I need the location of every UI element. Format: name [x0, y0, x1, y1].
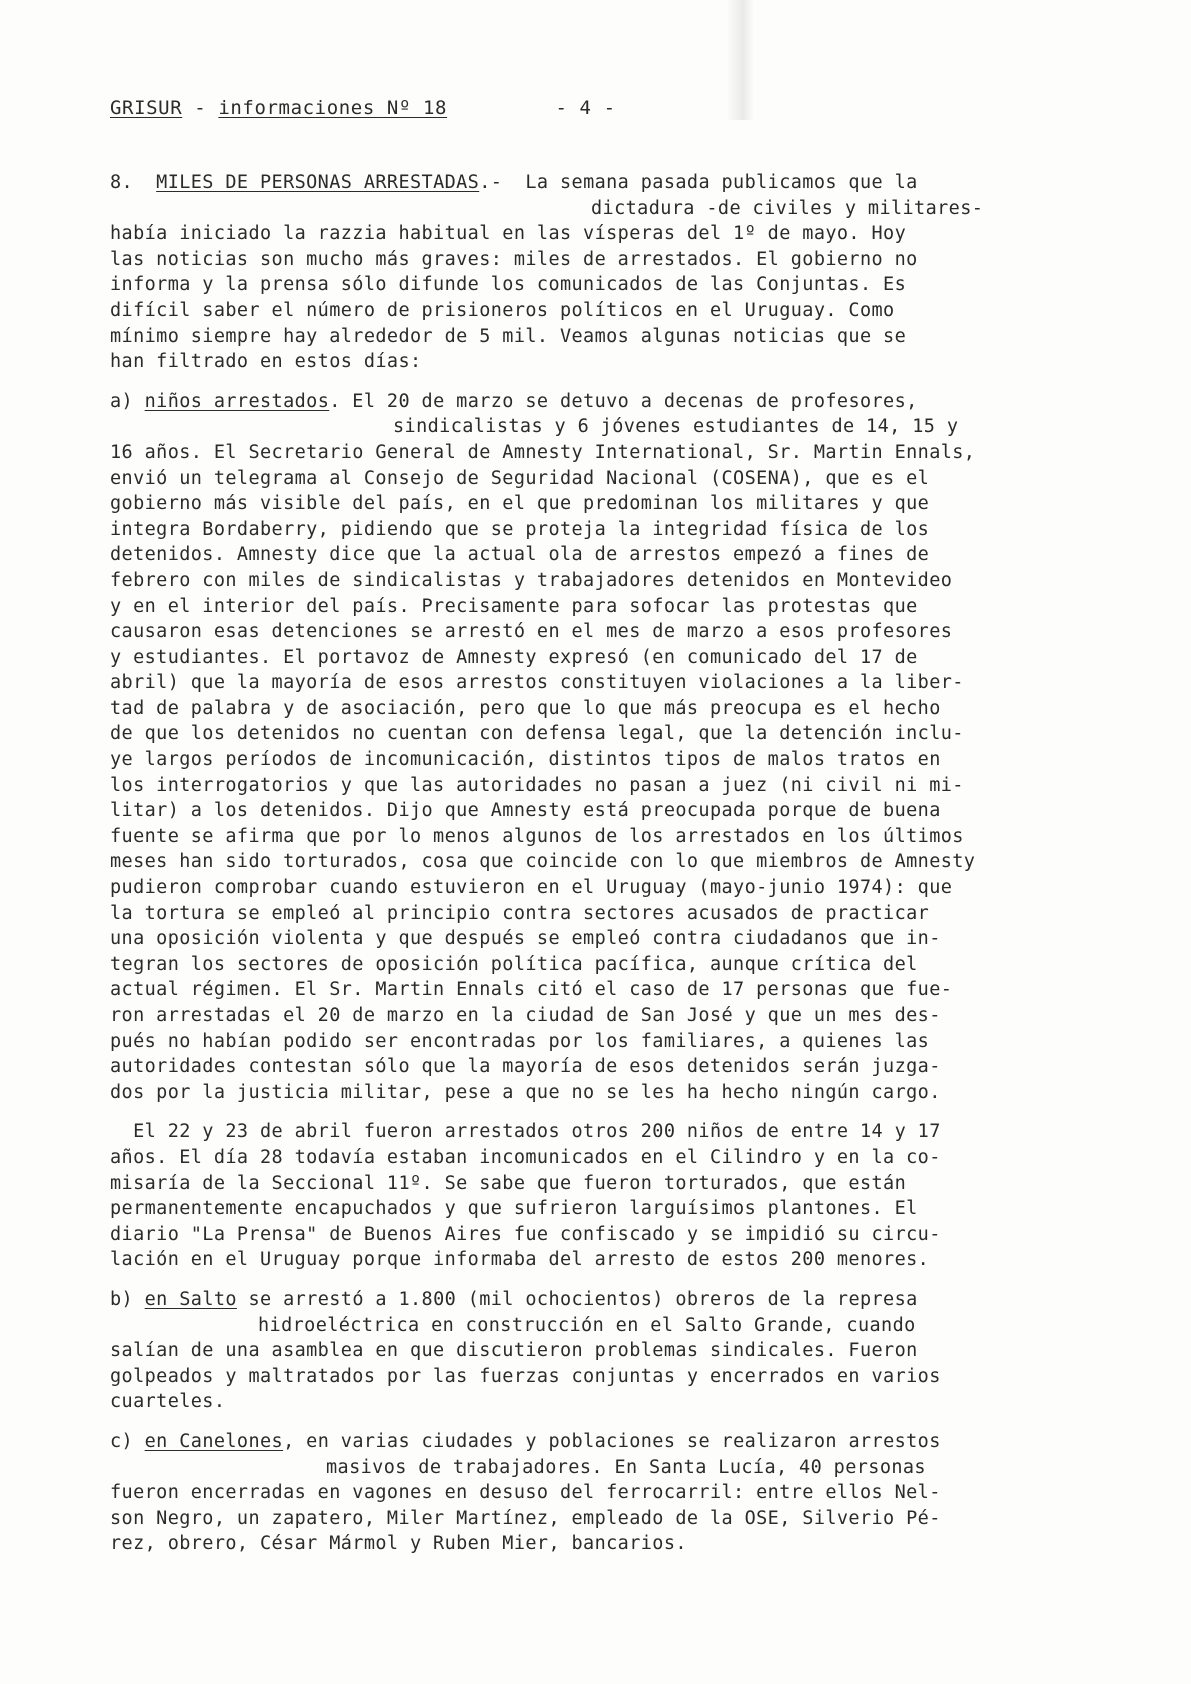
paragraph-line: integra Bordaberry, pidiendo que se proteja la integridad física de los [110, 518, 930, 540]
item-c-first: , en varias ciudades y poblaciones se realizaron arrestos [283, 1430, 941, 1452]
item-b [110, 1287, 1140, 1415]
page-header [110, 97, 616, 119]
paragraph-line: permanentemente encapuchados y que sufrieron larguísimos plantones. El [110, 1198, 918, 1220]
page-number: - 4 - [555, 97, 616, 119]
paragraph-line: rez, obrero, César Mármol y Ruben Mier, bancarios. [110, 1533, 687, 1555]
paragraph-line: ye largos períodos de incomunicación, distintos tipos de malos tratos en [110, 749, 941, 771]
section-number: 8. [110, 172, 134, 193]
section-intro-first: La semana pasada publicamos que la [525, 172, 918, 193]
paragraph-line: ron arrestadas el 20 de marzo en la ciudad de San José y que un mes des- [110, 1005, 941, 1026]
item-b-second: hidroeléctrica en construcción en el Salto Grande, cuando [258, 1314, 916, 1336]
section-8 [110, 170, 1140, 375]
paragraph-line: tegran los sectores de oposición política pacífica, aunque crítica del [110, 953, 918, 975]
issue-label: informaciones Nº 18 [218, 97, 448, 119]
publication-name: GRISUR [110, 97, 183, 119]
spacer [110, 1105, 1140, 1119]
paragraph-line: gobierno más visible del país, en el que predominan los militares y que [110, 493, 930, 515]
item-heading-line [110, 1429, 1140, 1455]
paragraph-line: son Negro, un zapatero, Miler Martínez, empleado de la OSE, Silverio Pé- [110, 1507, 941, 1529]
section-intro-second: dictadura -de civiles y militares- [591, 197, 984, 219]
section-heading-line [110, 170, 1140, 196]
paragraph-line: autoridades contestan sólo que la mayoría de esos detenidos serán juzga- [110, 1056, 941, 1078]
paragraph-line: de que los detenidos no cuentan con defensa legal, que la detención inclu- [110, 723, 964, 745]
paragraph-line: actual régimen. El Sr. Martin Ennals citó el caso de 17 personas que fue- [110, 979, 953, 1001]
item-a-label: a) [110, 390, 134, 412]
paragraph-line: misaría de la Seccional 11º. Se sabe que fueron torturados, que están [110, 1172, 907, 1194]
item-a [110, 389, 1140, 1273]
paragraph-line: detenidos. Amnesty dice que la actual ola de arrestos empezó a fines de [110, 544, 930, 566]
item-b-heading: en Salto [144, 1288, 237, 1310]
item-a-heading: niños arrestados [144, 390, 330, 412]
paragraph-line: fueron encerradas en vagones en desuso del ferrocarril: entre ellos Nel- [110, 1482, 941, 1504]
scan-artifact [726, 0, 754, 120]
paragraph-line: los interrogatorios y que las autoridades no pasan a juez (ni civil ni mi- [110, 774, 964, 796]
paragraph-line: lación en el Uruguay porque informaba del arresto de estos 200 menores. [110, 1249, 930, 1271]
paragraph-line: El 22 y 23 de abril fueron arrestados otros 200 niños de entre 14 y 17 [110, 1121, 941, 1143]
paragraph-line: cuarteles. [110, 1391, 226, 1413]
paragraph-line: tad de palabra y de asociación, pero que lo que más preocupa es el hecho [110, 697, 941, 719]
paragraph-line: la tortura se empleó al principio contra sectores acusados de practicar [110, 902, 930, 924]
paragraph-line: fuente se afirma que por lo menos algunos de los arrestados en los últimos [110, 825, 964, 847]
item-c-second: masivos de trabajadores. En Santa Lucía, 40 personas [326, 1456, 926, 1478]
paragraph-line: causaron esas detenciones se arrestó en el mes de marzo a esos profesores [110, 621, 953, 643]
paragraph-line: han filtrado en estos días: [110, 351, 422, 373]
spacer [110, 1273, 1140, 1287]
spacer [110, 1415, 1140, 1429]
paragraph-line: meses han sido torturados, cosa que coincide con lo que miembros de Amnesty [110, 851, 976, 873]
paragraph-line: diario "La Prensa" de Buenos Aires fue confiscado y se impidió su circu- [110, 1223, 941, 1245]
spacer [110, 375, 1140, 389]
item-b-label: b) [110, 1288, 134, 1310]
item-a-first: . El 20 de marzo se detuvo a decenas de profesores, [329, 390, 918, 412]
paragraph-line: pués no habían podido ser encontradas por los familiares, a quienes las [110, 1030, 930, 1052]
paragraph-line: dos por la justicia militar, pese a que no se les ha hecho ningún cargo. [110, 1081, 941, 1103]
section-title-suffix: .- [479, 172, 503, 193]
paragraph-line: mínimo siempre hay alrededor de 5 mil. Veamos algunas noticias que se [110, 325, 907, 347]
item-c-heading: en Canelones [144, 1430, 284, 1452]
paragraph-line: difícil saber el número de prisioneros políticos en el Uruguay. Como [110, 299, 895, 321]
paragraph-line: y estudiantes. El portavoz de Amnesty expresó (en comunicado del 17 de [110, 646, 918, 668]
paragraph-line: las noticias son mucho más graves: miles de arrestados. El gobierno no [110, 248, 918, 270]
paragraph-line: golpeados y maltratados por las fuerzas conjuntas y encerrados en varios [110, 1365, 941, 1387]
paragraph-line: abril) que la mayoría de esos arrestos constituyen violaciones a la liber- [110, 672, 964, 694]
item-heading-line [110, 1287, 1140, 1313]
paragraph-line: febrero con miles de sindicalistas y trabajadores detenidos en Montevideo [110, 569, 953, 591]
section-title: MILES DE PERSONAS ARRESTADAS [156, 172, 480, 193]
paragraph-line: había iniciado la razzia habitual en las vísperas del 1º de mayo. Hoy [110, 223, 907, 245]
article-body [110, 170, 1140, 1557]
paragraph-line: informa y la prensa sólo difunde los comunicados de las Conjuntas. Es [110, 274, 907, 296]
paragraph-line: pudieron comprobar cuando estuvieron en el Uruguay (mayo-junio 1974): que [110, 877, 953, 899]
paragraph-line: litar) a los detenidos. Dijo que Amnesty está preocupada porque de buena [110, 800, 941, 822]
header-separator: - [182, 97, 219, 119]
paragraph-line: 16 años. El Secretario General de Amnesty International, Sr. Martin Ennals, [110, 441, 976, 463]
paragraph-line: y en el interior del país. Precisamente para sofocar las protestas que [110, 595, 918, 617]
item-heading-line [110, 389, 1140, 415]
item-c [110, 1429, 1140, 1557]
paragraph-line: salían de una asamblea en que discutieron problemas sindicales. Fueron [110, 1340, 918, 1362]
paragraph-line: años. El día 28 todavía estaban incomunicados en el Cilindro y en la co- [110, 1146, 941, 1168]
paragraph-line: envió un telegrama al Consejo de Seguridad Nacional (COSENA), que es el [110, 467, 930, 489]
item-c-label: c) [110, 1430, 134, 1452]
item-b-first: se arrestó a 1.800 (mil ochocientos) obreros de la represa [236, 1288, 918, 1310]
item-a-second: sindicalistas y 6 jóvenes estudiantes de 14, 15 y [393, 416, 959, 438]
paragraph-line: una oposición violenta y que después se empleó contra ciudadanos que in- [110, 928, 941, 950]
